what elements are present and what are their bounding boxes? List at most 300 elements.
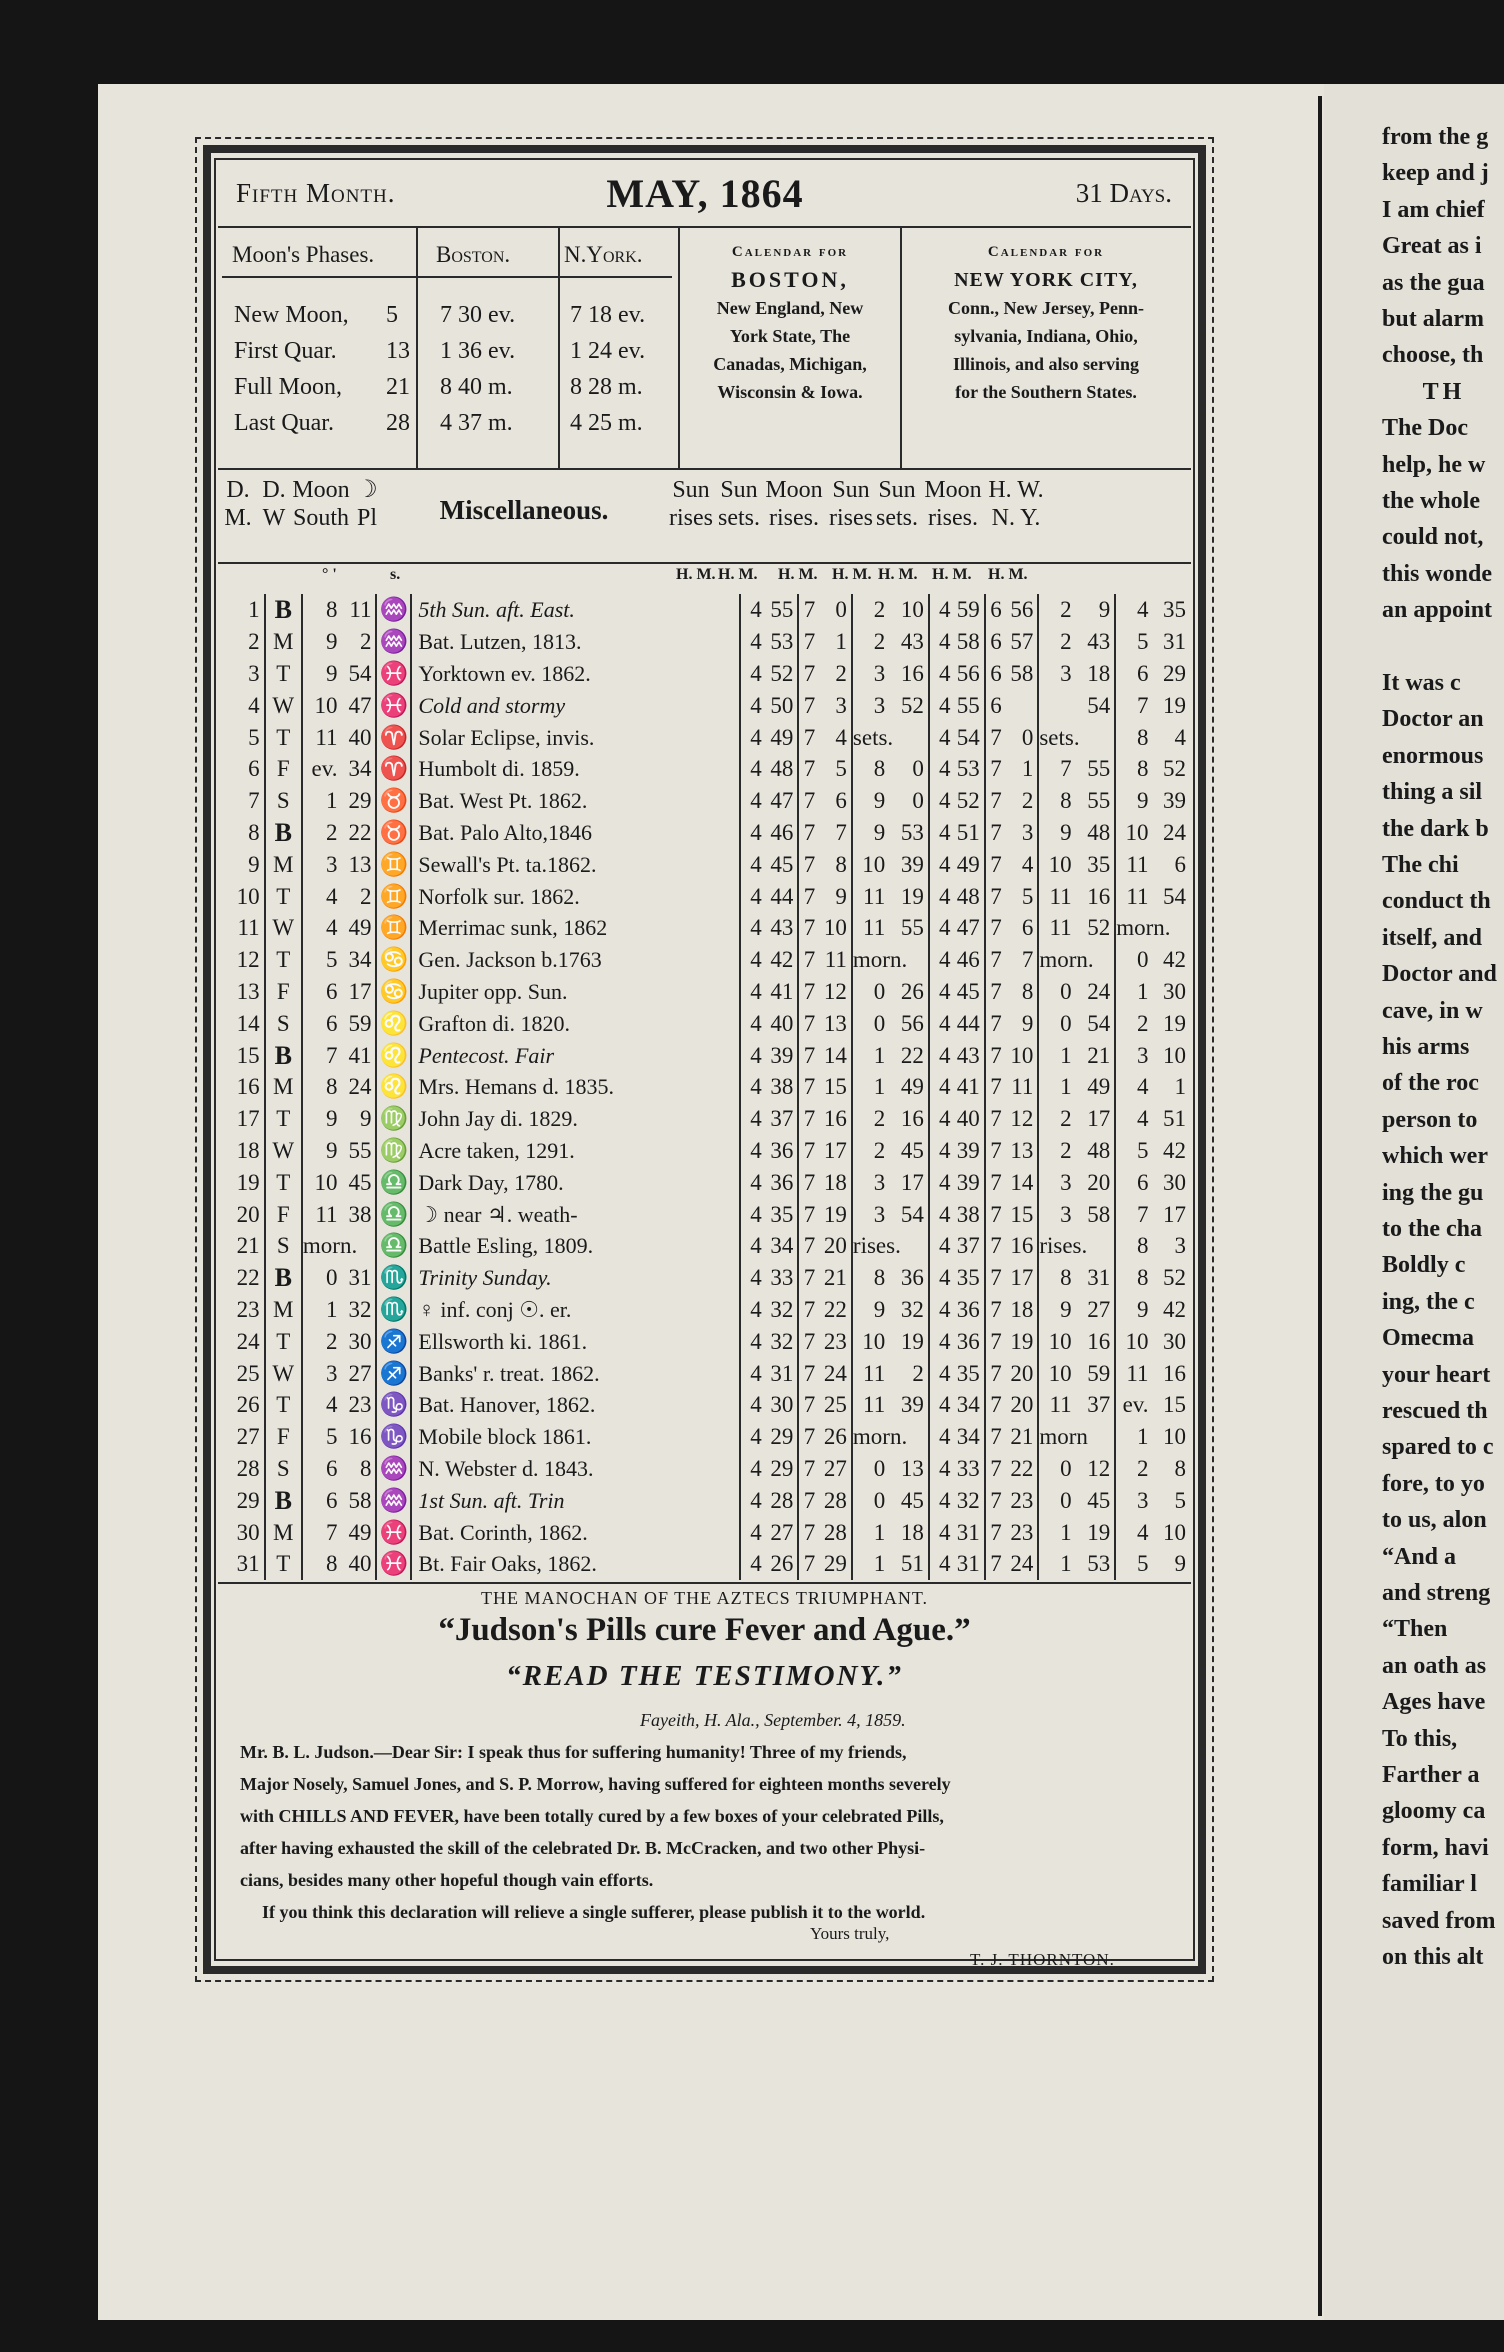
n-sunrise-m: 47 (954, 912, 984, 944)
n-moonrise-h: 11 (1049, 883, 1072, 909)
b-moonrise-h: 8 (873, 1265, 886, 1291)
right-column-line: itself, and (1382, 924, 1483, 951)
n-sunrise-m: 46 (954, 944, 984, 976)
n-moonrise-m: 16 (1076, 880, 1116, 912)
table-header (218, 472, 1191, 562)
b-sunset-h: 7 (803, 1296, 816, 1322)
n-sunrise-h: 4 (938, 1074, 951, 1100)
b-sunset-h: 7 (803, 1074, 816, 1100)
day-of-week: T (265, 880, 302, 912)
n-sunset-h: 7 (990, 1328, 1002, 1354)
b-sunrise-m: 32 (766, 1325, 799, 1357)
right-column-line: spared to c (1382, 1434, 1494, 1461)
event-text: Banks' r. treat. 1862. (411, 1357, 740, 1389)
ad-signature: T. J. THORNTON. (970, 1950, 1115, 1969)
b-sunrise-m: 50 (766, 689, 799, 721)
n-sunset-h: 7 (990, 947, 1002, 973)
moon-south-m: 24 (342, 1071, 377, 1103)
day-of-week: T (265, 721, 302, 753)
divider (678, 228, 680, 468)
right-column-line: I am chief (1382, 196, 1485, 223)
event-text: Humbolt di. 1859. (411, 753, 740, 785)
n-sunset-h: 7 (990, 915, 1002, 941)
unit-label: H. M. (718, 566, 758, 583)
b-sunrise-h: 4 (750, 1042, 762, 1068)
n-moonrise-h: 0 (1060, 1455, 1072, 1481)
b-sunset-m: 22 (819, 1294, 852, 1326)
moon-sign: ♉ (376, 785, 411, 817)
b-sunrise-h: 4 (750, 947, 762, 973)
table-row (218, 1198, 1190, 1230)
b-moonrise-m: 22 (889, 1039, 929, 1071)
n-sunset-m: 4 (1006, 848, 1039, 880)
day-of-week: M (265, 1294, 302, 1326)
moon-sign: ♎ (376, 1166, 411, 1198)
calendar-line: Wisconsin & Iowa. (717, 382, 863, 402)
b-sunrise-h: 4 (750, 724, 762, 750)
high-water-m: 10 (1163, 1424, 1186, 1450)
n-sunset-h: 6 (990, 660, 1002, 686)
month-ordinal: Fifth Month. (236, 178, 396, 208)
divider (222, 276, 672, 278)
newyork-calendar-note (904, 238, 1188, 406)
n-moonrise-h: 11 (1049, 915, 1072, 941)
high-water-h: 4 (1137, 1519, 1149, 1545)
n-moonrise-m: 49 (1076, 1071, 1116, 1103)
b-sunrise-h: 4 (750, 1201, 762, 1227)
b-sunset-m: 10 (819, 912, 852, 944)
moon-south-m: 31 (342, 1262, 377, 1294)
n-sunrise-h: 4 (938, 1106, 951, 1132)
moon-south-m: 2 (342, 880, 377, 912)
n-sunrise-h: 4 (938, 819, 951, 845)
b-moonrise-m: 51 (889, 1548, 929, 1580)
b-sunset-m: 9 (819, 880, 852, 912)
calendar-line: New England, New (716, 298, 864, 318)
n-sunset-m: 19 (1006, 1325, 1039, 1357)
phase-time-nyork: 1 24 ev. (570, 338, 646, 364)
b-sunrise-m: 29 (766, 1421, 799, 1453)
moon-south-m: 23 (342, 1389, 377, 1421)
moon-sign: ♊ (376, 912, 411, 944)
n-sunrise-m: 31 (954, 1548, 984, 1580)
day-of-month: 6 (218, 753, 265, 785)
b-sunrise-m: 30 (766, 1389, 799, 1421)
n-sunset-m: 0 (1006, 721, 1039, 753)
b-sunrise-m: 38 (766, 1071, 799, 1103)
day-of-week: S (265, 1007, 302, 1039)
b-sunset-h: 7 (803, 1010, 816, 1036)
b-moonrise-m: 13 (889, 1453, 929, 1485)
day-of-week: F (265, 753, 302, 785)
event-text: Gen. Jackson b.1763 (411, 944, 740, 976)
day-of-week: F (265, 1421, 302, 1453)
moon-south-m: 11 (342, 594, 377, 626)
right-column-line: the dark b (1382, 815, 1489, 842)
b-sunset-m: 16 (819, 1103, 852, 1135)
right-column-line: Farther a (1382, 1762, 1480, 1788)
col-boston-sun-sets: Sun sets. (718, 477, 760, 531)
day-of-week: W (265, 912, 302, 944)
moon-south-m: 58 (342, 1484, 377, 1516)
b-sunrise-m: 26 (766, 1548, 799, 1580)
table-row (218, 817, 1190, 849)
b-sunrise-h: 4 (750, 629, 762, 655)
nyork-heading: N.York. (564, 242, 643, 267)
n-moonrise-h: 2 (1060, 629, 1072, 655)
b-moonrise-h: 1 (873, 1074, 886, 1100)
event-text: Yorktown ev. 1862. (411, 658, 740, 690)
n-sunset-h: 7 (990, 1201, 1002, 1227)
n-sunset-m: 23 (1006, 1484, 1039, 1516)
n-sunset-h: 7 (990, 1233, 1002, 1259)
b-sunset-m: 12 (819, 976, 852, 1008)
moon-south-h: 10 (314, 1169, 338, 1195)
n-sunset-m: 56 (1006, 594, 1039, 626)
b-sunset-h: 7 (803, 1392, 816, 1418)
right-column-line: Doctor an (1382, 706, 1484, 733)
b-sunset-h: 7 (803, 756, 816, 782)
n-moonrise-m: 18 (1076, 658, 1116, 690)
table-row (218, 1325, 1190, 1357)
table-row (218, 848, 1190, 880)
b-moonrise-h: 10 (862, 1328, 886, 1354)
high-water-m: 29 (1163, 660, 1186, 686)
right-column-line: The chi (1382, 852, 1459, 878)
n-sunrise-h: 4 (938, 1424, 951, 1450)
high-water-m: 3 (1174, 1233, 1186, 1259)
high-water-h: 3 (1137, 1487, 1149, 1513)
table-row (218, 1007, 1190, 1039)
day-of-week: T (265, 1389, 302, 1421)
moon-sign: ♏ (376, 1262, 411, 1294)
event-text: Cold and stormy (411, 689, 740, 721)
event-text: Solar Eclipse, invis. (411, 721, 740, 753)
n-moonrise-m: 54 (1076, 1007, 1116, 1039)
high-water-h: 2 (1137, 1455, 1149, 1481)
event-text: Bat. Hanover, 1862. (411, 1389, 740, 1421)
right-column-line: conduct th (1382, 888, 1491, 915)
moon-south-h: 5 (326, 947, 338, 973)
calendar-city: BOSTON, (731, 267, 849, 292)
n-sunset-m: 13 (1006, 1135, 1039, 1167)
moon-sign: ♒ (376, 1484, 411, 1516)
col-moon-place: ☽ Pl (356, 477, 378, 531)
high-water-h: 7 (1137, 1201, 1149, 1227)
event-text: ☽ near ♃. weath- (411, 1198, 740, 1230)
phase-name: New Moon, (234, 302, 349, 328)
n-moonrise-m: 48 (1076, 817, 1116, 849)
n-moonrise-m: 21 (1076, 1039, 1116, 1071)
phase-day: 28 (386, 410, 410, 436)
day-of-month: 8 (218, 817, 265, 849)
event-text: Bat. Palo Alto,1846 (411, 817, 740, 849)
b-sunrise-h: 4 (750, 1424, 762, 1450)
calendar-for-label: Calendar for (987, 244, 1105, 260)
b-moonrise-m: 56 (889, 1007, 929, 1039)
b-moonrise-h: morn. (852, 947, 908, 973)
b-sunset-h: 7 (803, 1519, 816, 1545)
table-row (218, 1421, 1190, 1453)
right-column-line: Doctor and (1382, 961, 1497, 988)
high-water-m: 15 (1163, 1392, 1186, 1418)
n-sunset-h: 7 (990, 1487, 1002, 1513)
n-moonrise-h: sets. (1039, 724, 1080, 750)
n-sunrise-h: 4 (938, 1392, 951, 1418)
table-row (218, 912, 1190, 944)
b-sunset-h: 7 (803, 1106, 816, 1132)
day-of-week: B (265, 817, 302, 849)
n-sunset-m: 17 (1006, 1262, 1039, 1294)
ad-text-line: with CHILLS AND FEVER, have been totally cured by a few boxes of your celebrated Pills, (240, 1806, 944, 1826)
event-text: Norfolk sur. 1862. (411, 880, 740, 912)
b-moonrise-m: 49 (889, 1071, 929, 1103)
b-sunset-m: 6 (819, 785, 852, 817)
n-moonrise-m: 59 (1076, 1357, 1116, 1389)
n-sunrise-h: 4 (938, 660, 951, 686)
n-sunset-m: 12 (1006, 1103, 1039, 1135)
n-moonrise-m: 58 (1076, 1198, 1116, 1230)
day-of-month: 12 (218, 944, 265, 976)
phase-day: 21 (386, 374, 410, 400)
almanac-table (218, 594, 1191, 1580)
moon-south-m: 47 (342, 689, 377, 721)
day-of-week: T (265, 944, 302, 976)
day-of-month: 2 (218, 626, 265, 658)
day-of-week: S (265, 1453, 302, 1485)
divider (900, 228, 902, 468)
table-row (218, 689, 1190, 721)
day-of-month: 9 (218, 848, 265, 880)
right-column-line: help, he w (1382, 451, 1486, 478)
n-sunrise-h: 4 (938, 1233, 951, 1259)
day-of-week: B (265, 1039, 302, 1071)
b-sunrise-m: 42 (766, 944, 799, 976)
n-sunrise-m: 34 (954, 1421, 984, 1453)
n-sunrise-m: 37 (954, 1230, 984, 1262)
unit-label: H. M. (988, 566, 1028, 583)
b-sunrise-m: 34 (766, 1230, 799, 1262)
high-water-h: ev. (1122, 1392, 1149, 1418)
day-of-month: 25 (218, 1357, 265, 1389)
moon-south-m: 45 (342, 1166, 377, 1198)
unit-label: H. M. (878, 566, 918, 583)
moon-south-h: 4 (326, 915, 338, 941)
b-sunrise-m: 45 (766, 848, 799, 880)
col-high-water: H. W. N. Y. (988, 477, 1044, 531)
day-of-month: 18 (218, 1135, 265, 1167)
right-column-line: TH (1422, 378, 1466, 405)
n-moonrise-m: 53 (1076, 1548, 1116, 1580)
calendar-line: Canadas, Michigan, (713, 354, 867, 374)
day-of-week: B (265, 1484, 302, 1516)
phase-time-boston: 1 36 ev. (440, 338, 516, 364)
high-water-h: 11 (1126, 883, 1149, 909)
b-sunset-h: 7 (803, 1201, 816, 1227)
b-sunrise-h: 4 (750, 1392, 762, 1418)
col-ny-moon-rises: Moon rises. (924, 477, 982, 531)
b-moonrise-h: sets. (852, 724, 894, 750)
ad-headline: “Judson's Pills cure Fever and Ague.” (438, 1612, 971, 1648)
n-moonrise-m: 27 (1076, 1294, 1116, 1326)
high-water-h: 1 (1137, 978, 1149, 1004)
n-moonrise-h: 8 (1060, 788, 1072, 814)
day-of-week: F (265, 1198, 302, 1230)
b-sunrise-m: 29 (766, 1453, 799, 1485)
event-text: Bat. Corinth, 1862. (411, 1516, 740, 1548)
high-water-m: 35 (1163, 597, 1186, 623)
high-water-h: 4 (1137, 597, 1149, 623)
n-sunrise-h: 4 (938, 1487, 951, 1513)
event-text: Bat. Lutzen, 1813. (411, 626, 740, 658)
b-moonrise-h: 3 (873, 692, 886, 718)
moon-sign: ♎ (376, 1198, 411, 1230)
n-sunset-m: 8 (1006, 976, 1039, 1008)
n-sunrise-m: 36 (954, 1325, 984, 1357)
b-sunrise-h: 4 (750, 851, 762, 877)
b-moonrise-m: 45 (889, 1484, 929, 1516)
event-text: Jupiter opp. Sun. (411, 976, 740, 1008)
day-of-month: 22 (218, 1262, 265, 1294)
n-moonrise-h: 3 (1060, 660, 1072, 686)
phase-time-nyork: 8 28 m. (570, 374, 643, 400)
divider (218, 562, 1191, 564)
unit-label: H. M. (676, 566, 716, 583)
b-sunrise-m: 39 (766, 1039, 799, 1071)
b-sunset-m: 15 (819, 1071, 852, 1103)
n-sunset-m: 20 (1006, 1357, 1039, 1389)
b-moonrise-h: 9 (873, 819, 886, 845)
n-moonrise-h: 10 (1048, 851, 1072, 877)
b-sunset-h: 7 (803, 692, 816, 718)
n-sunrise-m: 43 (954, 1039, 984, 1071)
moon-south-m: 22 (342, 817, 377, 849)
n-sunrise-m: 54 (954, 721, 984, 753)
n-sunset-m: 6 (1006, 912, 1039, 944)
right-column-line: and streng (1382, 1580, 1491, 1606)
moon-south-m: 54 (342, 658, 377, 690)
high-water-h: 5 (1137, 1551, 1149, 1577)
n-sunrise-h: 4 (938, 724, 951, 750)
b-sunset-m: 28 (819, 1484, 852, 1516)
event-text: Grafton di. 1820. (411, 1007, 740, 1039)
high-water-h: 9 (1137, 788, 1149, 814)
b-sunrise-h: 4 (750, 978, 762, 1004)
high-water-m: 52 (1163, 756, 1186, 782)
moon-south-h: 2 (326, 819, 338, 845)
moon-south-h: 11 (315, 724, 338, 750)
b-moonrise-m: 39 (889, 848, 929, 880)
n-sunrise-m: 52 (954, 785, 984, 817)
high-water-h: 4 (1137, 1106, 1149, 1132)
phase-time-boston: 8 40 m. (440, 374, 513, 400)
b-sunset-m: 14 (819, 1039, 852, 1071)
b-sunset-m: 26 (819, 1421, 852, 1453)
n-sunrise-h: 4 (938, 883, 951, 909)
b-moonrise-h: 2 (873, 597, 886, 623)
moon-sign: ♌ (376, 1071, 411, 1103)
boston-calendar-note (682, 238, 898, 406)
moon-sign: ♒ (376, 1453, 411, 1485)
calendar-line: York State, The (729, 326, 851, 346)
n-moonrise-m: 9 (1076, 594, 1116, 626)
table-row (218, 1357, 1190, 1389)
moon-south-m: 27 (342, 1357, 377, 1389)
n-sunrise-h: 4 (938, 1455, 951, 1481)
day-of-month: 15 (218, 1039, 265, 1071)
b-sunset-h: 7 (803, 947, 816, 973)
right-column-line: an appoint (1382, 597, 1493, 624)
right-column-line: ing the gu (1382, 1179, 1484, 1206)
table-row (218, 1230, 1190, 1262)
moon-sign: ♌ (376, 1039, 411, 1071)
high-water-h: 6 (1137, 1169, 1149, 1195)
n-moonrise-h: 3 (1060, 1201, 1072, 1227)
b-sunrise-h: 4 (750, 756, 762, 782)
n-sunrise-m: 35 (954, 1357, 984, 1389)
n-sunrise-m: 49 (954, 848, 984, 880)
b-moonrise-m: 19 (889, 880, 929, 912)
table-row (218, 1548, 1190, 1580)
b-moonrise-h: 0 (873, 1010, 886, 1036)
b-sunrise-m: 40 (766, 1007, 799, 1039)
n-moonrise-m: 37 (1076, 1389, 1116, 1421)
b-sunset-h: 7 (803, 1137, 816, 1163)
n-sunset-h: 7 (990, 1519, 1002, 1545)
right-column-line: on this alt (1382, 1944, 1484, 1970)
n-moonrise-h: 2 (1060, 1137, 1072, 1163)
high-water-m: 5 (1174, 1487, 1186, 1513)
moon-south-m: 49 (342, 912, 377, 944)
n-sunrise-m: 36 (954, 1294, 984, 1326)
n-sunrise-h: 4 (938, 915, 951, 941)
moon-south-m: 40 (342, 721, 377, 753)
right-column-line: cave, in w (1382, 997, 1483, 1024)
n-sunrise-m: 44 (954, 1007, 984, 1039)
unit-label: H. M. (832, 566, 872, 583)
n-sunset-m: 14 (1006, 1166, 1039, 1198)
n-moonrise-m: 20 (1076, 1166, 1116, 1198)
table-row (218, 1516, 1190, 1548)
moon-sign: ♊ (376, 880, 411, 912)
moon-south-h: 5 (326, 1424, 338, 1450)
moon-south-h: 9 (326, 660, 338, 686)
n-sunset-h: 7 (990, 1169, 1002, 1195)
n-sunrise-m: 51 (954, 817, 984, 849)
n-sunrise-m: 55 (954, 689, 984, 721)
b-sunrise-m: 46 (766, 817, 799, 849)
table-row (218, 1453, 1190, 1485)
b-sunset-m: 5 (819, 753, 852, 785)
moon-sign: ♐ (376, 1357, 411, 1389)
moon-south-m: 41 (342, 1039, 377, 1071)
b-sunrise-m: 48 (766, 753, 799, 785)
moon-south-h: 11 (315, 1201, 338, 1227)
n-sunrise-m: 35 (954, 1262, 984, 1294)
b-sunrise-h: 4 (750, 692, 762, 718)
right-column-line: gloomy ca (1382, 1798, 1486, 1825)
high-water-m: 8 (1174, 1455, 1186, 1481)
b-moonrise-h: 11 (863, 1360, 886, 1386)
n-moonrise-h: morn (1039, 1424, 1088, 1450)
moon-south-m: 34 (342, 753, 377, 785)
event-text: Mobile block 1861. (411, 1421, 740, 1453)
moon-sign: ♋ (376, 976, 411, 1008)
n-sunset-m: 15 (1006, 1198, 1039, 1230)
high-water-h: 2 (1137, 1010, 1149, 1036)
n-sunset-h: 6 (990, 597, 1002, 623)
day-of-month: 1 (218, 594, 265, 626)
